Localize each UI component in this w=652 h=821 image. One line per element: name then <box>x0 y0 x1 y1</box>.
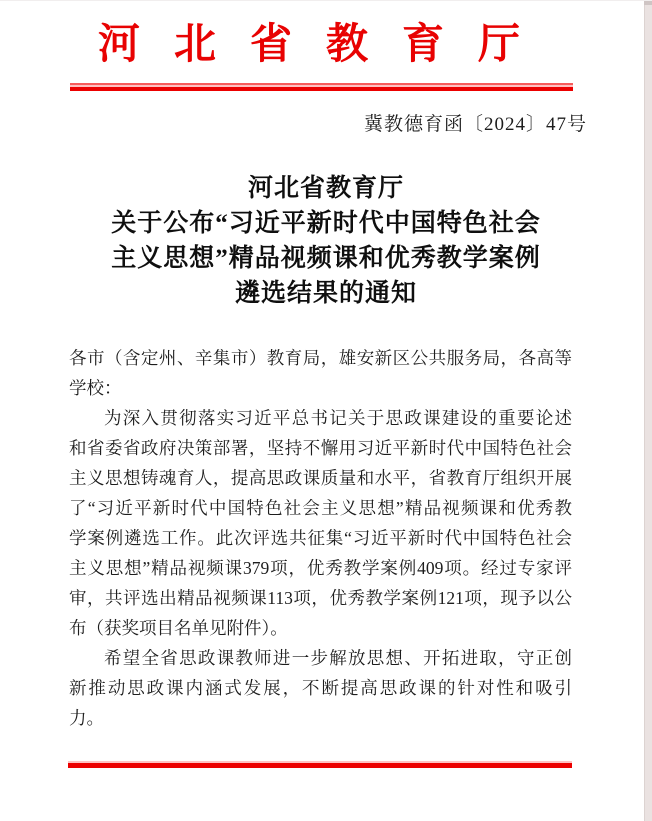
notice-title-line-3: 主义思想”精品视频课和优秀教学案例 <box>111 245 541 272</box>
letterhead-agency-name: 河北省教育厅 <box>97 22 554 68</box>
notice-title <box>0 171 652 311</box>
body-line: 了“习近平新时代中国特色社会主义思想”精品视频课和优秀教 <box>69 498 572 518</box>
body-line: 主义思想铸魂育人，提高思政课质量和水平，省教育厅组织开展 <box>69 468 572 488</box>
body-line: 审，共评选出精品视频课113项，优秀教学案例121项，现予以公 <box>69 588 572 608</box>
page-edge <box>644 1 652 821</box>
notice-body <box>69 343 572 733</box>
body-line: 布（获奖项目名单见附件）。 <box>69 618 288 638</box>
body-line: 学案例遴选工作。此次评选共征集“习近平新时代中国特色社会 <box>69 528 572 548</box>
notice-title-line-4: 遴选结果的通知 <box>234 280 417 307</box>
notice-title-line-1: 河北省教育厅 <box>247 175 404 202</box>
body-line: 主义思想”精品视频课379项，优秀教学案例409项。经过专家评 <box>69 558 572 578</box>
body-line: 和省委省政府决策部署，坚持不懈用习近平新时代中国特色社会 <box>69 438 572 458</box>
document-reference-number: 冀教德育函〔2024〕47号 <box>363 114 587 135</box>
page-edge-top-cap <box>644 1 652 5</box>
body-line: 力。 <box>69 708 104 728</box>
body-line: 各市（含定州、辛集市）教育局，雄安新区公共服务局，各高等 <box>69 348 572 368</box>
body-line: 为深入贯彻落实习近平总书记关于思政课建设的重要论述 <box>104 408 572 428</box>
body-line: 新推动思政课内涵式发展，不断提高思政课的针对性和吸引 <box>69 678 572 698</box>
red-footer-separator <box>68 761 572 768</box>
red-header-separator <box>70 83 573 91</box>
body-line: 希望全省思政课教师进一步解放思想、开拓进取，守正创 <box>104 648 572 668</box>
body-line: 学校： <box>69 378 122 398</box>
notice-title-line-2: 关于公布“习近平新时代中国特色社会 <box>111 210 541 237</box>
